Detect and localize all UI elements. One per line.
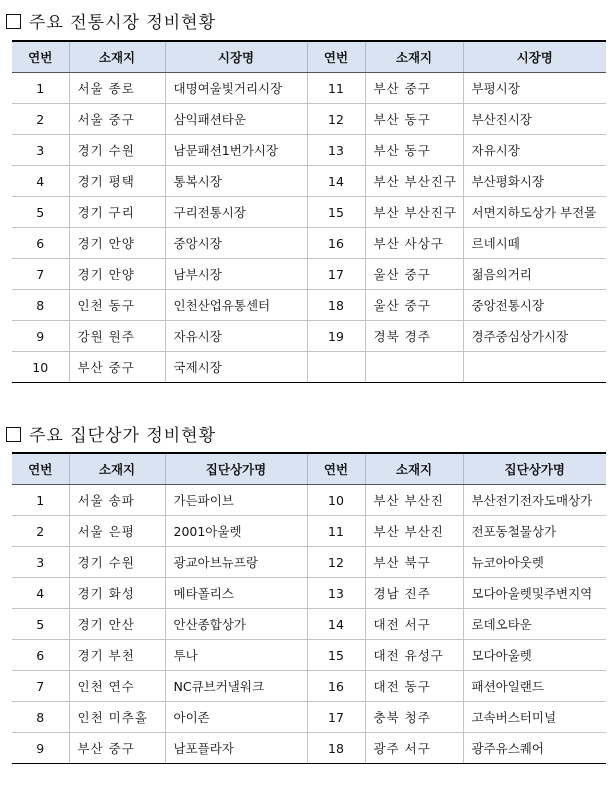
table-row [12, 228, 606, 259]
row-number-cell: 17 [307, 259, 365, 290]
table-row [12, 516, 606, 547]
location-cell: 서울 은평 [69, 516, 165, 547]
row-number-cell: 2 [12, 516, 69, 547]
row-number-cell: 3 [12, 547, 69, 578]
name-cell: 패션아일랜드 [463, 671, 606, 702]
section-title-text: 주요 전통시장 정비현황 [29, 13, 217, 33]
name-cell: 모다아울렛 [463, 640, 606, 671]
location-cell: 경기 구리 [69, 197, 165, 228]
name-cell: 가든파이브 [165, 485, 307, 516]
name-cell: 중앙시장 [165, 228, 307, 259]
table-row [12, 547, 606, 578]
name-cell: 광주유스퀘어 [463, 733, 606, 764]
location-cell: 경기 수원 [69, 547, 165, 578]
table-row [12, 485, 606, 516]
row-number-cell: 10 [307, 485, 365, 516]
location-cell: 대전 유성구 [365, 640, 463, 671]
column-header: 시장명 [165, 41, 307, 73]
location-cell: 인천 연수 [69, 671, 165, 702]
name-cell: 부평시장 [463, 73, 606, 104]
row-number-cell: 7 [12, 671, 69, 702]
name-cell: 남부시장 [165, 259, 307, 290]
row-number-cell: 4 [12, 166, 69, 197]
location-cell: 부산 중구 [365, 73, 463, 104]
column-header: 집단상가명 [165, 453, 307, 485]
location-cell: 울산 중구 [365, 259, 463, 290]
row-number-cell: 12 [307, 547, 365, 578]
row-number-cell: 9 [12, 733, 69, 764]
name-cell: 젊음의거리 [463, 259, 606, 290]
location-cell: 경북 경주 [365, 321, 463, 352]
row-number-cell: 9 [12, 321, 69, 352]
row-number-cell: 19 [307, 321, 365, 352]
location-cell: 부산 북구 [365, 547, 463, 578]
name-cell: 부산진시장 [463, 104, 606, 135]
location-cell: 부산 부산진 [365, 485, 463, 516]
row-number-cell: 7 [12, 259, 69, 290]
row-number-cell: 1 [12, 73, 69, 104]
location-cell: 인천 미추홀 [69, 702, 165, 733]
square-bullet-icon [6, 427, 21, 442]
row-number-cell: 4 [12, 578, 69, 609]
table-row [12, 733, 606, 764]
name-cell: NC큐브커낼워크 [165, 671, 307, 702]
row-number-cell: 12 [307, 104, 365, 135]
row-number-cell: 10 [12, 352, 69, 383]
location-cell: 경기 부천 [69, 640, 165, 671]
location-cell: 부산 부산진 [365, 516, 463, 547]
row-number-cell: 13 [307, 135, 365, 166]
row-number-cell: 13 [307, 578, 365, 609]
table-row [12, 609, 606, 640]
table-row [12, 197, 606, 228]
name-cell: 부산전기전자도매상가 [463, 485, 606, 516]
location-cell: 울산 중구 [365, 290, 463, 321]
location-cell: 경기 화성 [69, 578, 165, 609]
column-header: 소재지 [69, 41, 165, 73]
row-number-cell: 17 [307, 702, 365, 733]
location-cell: 대전 서구 [365, 609, 463, 640]
row-number-cell: 14 [307, 166, 365, 197]
name-cell: 남포플라자 [165, 733, 307, 764]
location-cell: 부산 부산진구 [365, 166, 463, 197]
column-header: 시장명 [463, 41, 606, 73]
row-number-cell: 1 [12, 485, 69, 516]
table-row [12, 671, 606, 702]
name-cell: 인천산업유통센터 [165, 290, 307, 321]
table-row [12, 135, 606, 166]
location-cell: 경기 수원 [69, 135, 165, 166]
table-row [12, 352, 606, 383]
location-cell: 부산 부산진구 [365, 197, 463, 228]
name-cell: 투나 [165, 640, 307, 671]
table-row [12, 104, 606, 135]
name-cell: 아이존 [165, 702, 307, 733]
location-cell: 광주 서구 [365, 733, 463, 764]
table-header-row [12, 453, 606, 485]
row-number-cell: 18 [307, 733, 365, 764]
column-header: 연번 [12, 453, 69, 485]
name-cell: 모다아울렛및주변지역 [463, 578, 606, 609]
name-cell: 광교아브뉴프랑 [165, 547, 307, 578]
section-title-market [6, 8, 216, 33]
column-header: 소재지 [69, 453, 165, 485]
column-header: 연번 [307, 41, 365, 73]
location-cell: 경남 진주 [365, 578, 463, 609]
column-header: 소재지 [365, 453, 463, 485]
location-cell: 부산 사상구 [365, 228, 463, 259]
column-header: 연번 [307, 453, 365, 485]
location-cell: 인천 동구 [69, 290, 165, 321]
row-number-cell: 16 [307, 228, 365, 259]
name-cell: 국제시장 [165, 352, 307, 383]
table-row [12, 640, 606, 671]
name-cell: 2001아울렛 [165, 516, 307, 547]
name-cell: 메타폴리스 [165, 578, 307, 609]
row-number-cell: 5 [12, 197, 69, 228]
name-cell: 경주중심상가시장 [463, 321, 606, 352]
name-cell: 중앙전통시장 [463, 290, 606, 321]
name-cell: 남문패션1번가시장 [165, 135, 307, 166]
row-number-cell: 8 [12, 702, 69, 733]
location-cell: 부산 동구 [365, 104, 463, 135]
name-cell: 자유시장 [165, 321, 307, 352]
column-header: 소재지 [365, 41, 463, 73]
row-number-cell: 15 [307, 640, 365, 671]
name-cell: 통복시장 [165, 166, 307, 197]
row-number-cell: 11 [307, 516, 365, 547]
name-cell: 자유시장 [463, 135, 606, 166]
table-row [12, 578, 606, 609]
row-number-cell [307, 352, 365, 383]
column-header: 집단상가명 [463, 453, 606, 485]
location-cell: 서울 중구 [69, 104, 165, 135]
name-cell: 로데오타운 [463, 609, 606, 640]
location-cell: 대전 동구 [365, 671, 463, 702]
row-number-cell: 3 [12, 135, 69, 166]
name-cell: 전포동철물상가 [463, 516, 606, 547]
square-bullet-icon [6, 14, 21, 29]
name-cell: 부산평화시장 [463, 166, 606, 197]
name-cell: 고속버스터미널 [463, 702, 606, 733]
row-number-cell: 6 [12, 640, 69, 671]
row-number-cell: 6 [12, 228, 69, 259]
location-cell: 경기 평택 [69, 166, 165, 197]
section-title-text: 주요 집단상가 정비현황 [29, 426, 217, 446]
row-number-cell: 11 [307, 73, 365, 104]
column-header: 연번 [12, 41, 69, 73]
location-cell: 부산 중구 [69, 352, 165, 383]
table-row [12, 259, 606, 290]
location-cell: 충북 청주 [365, 702, 463, 733]
location-cell: 경기 안양 [69, 259, 165, 290]
row-number-cell: 16 [307, 671, 365, 702]
name-cell: 뉴코아아웃렛 [463, 547, 606, 578]
table-row [12, 702, 606, 733]
row-number-cell: 5 [12, 609, 69, 640]
name-cell: 서면지하도상가 부전몰 [463, 197, 606, 228]
section-title-mall [6, 421, 216, 446]
location-cell: 서울 송파 [69, 485, 165, 516]
table-header-row [12, 41, 606, 73]
location-cell: 경기 안양 [69, 228, 165, 259]
table-row [12, 166, 606, 197]
location-cell: 경기 안산 [69, 609, 165, 640]
market-table [12, 40, 606, 383]
name-cell: 대명여울빛거리시장 [165, 73, 307, 104]
row-number-cell: 18 [307, 290, 365, 321]
name-cell [463, 352, 606, 383]
location-cell: 서울 종로 [69, 73, 165, 104]
mall-table [12, 452, 606, 764]
name-cell: 삼익패션타운 [165, 104, 307, 135]
row-number-cell: 2 [12, 104, 69, 135]
location-cell: 부산 동구 [365, 135, 463, 166]
location-cell: 강원 원주 [69, 321, 165, 352]
name-cell: 안산종합상가 [165, 609, 307, 640]
location-cell: 부산 중구 [69, 733, 165, 764]
row-number-cell: 14 [307, 609, 365, 640]
table-row [12, 321, 606, 352]
row-number-cell: 15 [307, 197, 365, 228]
table-row [12, 73, 606, 104]
name-cell: 구리전통시장 [165, 197, 307, 228]
row-number-cell: 8 [12, 290, 69, 321]
name-cell: 르네시떼 [463, 228, 606, 259]
location-cell [365, 352, 463, 383]
table-row [12, 290, 606, 321]
